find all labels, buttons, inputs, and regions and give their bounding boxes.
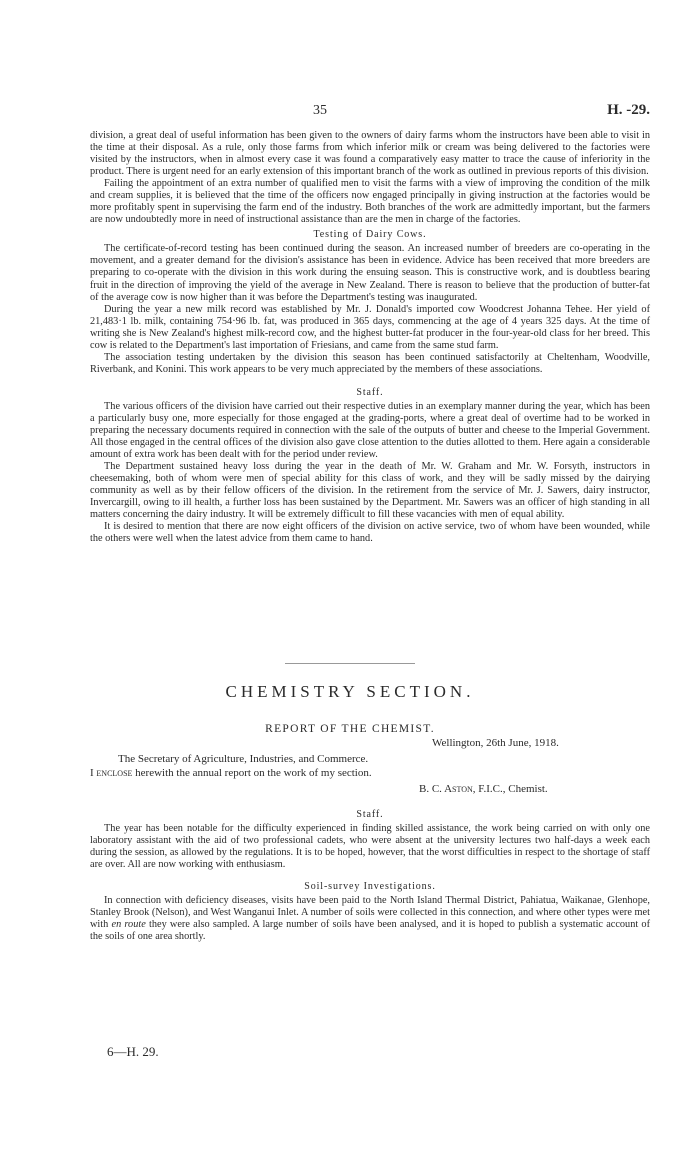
paragraph-chemistry-staff: The year has been notable for the difficulty experienced in finding skilled assistance, the work being carried on with only one laboratory assistant with the aid of two professional cadets, who were absent at the university lectures two half-days a week each during the session, as allowed by the regulations. It is to be hoped, however, that the worst difficulties in respect to the shortage of staff are over. All are now working with enthusiasm. — [90, 823, 650, 871]
soil-text-italic: en route — [111, 919, 146, 931]
section-divider — [285, 663, 415, 664]
soil-text-start: In connection with deficiency diseases, visits have been paid to the North Island Thermal District, Pahiatua, Waikanae, Glenhope, Stanley Brook (Nelson), and West Wanganui Inlet. A number of soils were collected in this connection, and where other types were met with — [90, 895, 650, 931]
footer-signature-mark: 6—H. 29. — [107, 1044, 159, 1059]
soil-text-end: they were also sampled. A large number of soils have been analysed, and it is hoped to publish a systematic account of the soils of one area shortly. — [90, 919, 650, 943]
paragraph-certificate-testing: The certificate-of-record testing has been continued during the season. An increased number of breeders are co-operating in the movement, and a greater demand for the division's assistance has been in evidence. Advice has been received that more breeders are preparing to co-operate with the division in this work during the ensuing season. This is constructive work, and is doubtless bearing fruit in the direction of improving the yield of the average in New Zealand. There is reason to believe that the production of butter-fat of the average cow is now higher than it was before the Department's testing was inaugurated. — [90, 243, 650, 303]
paragraph-department-loss: The Department sustained heavy loss during the year in the death of Mr. W. Graham and Mr. W. Forsyth, instructors in cheesemaking, both of whom were men of special ability for this class of work, and they will be sadly missed by the dairying community as well as by their fellow officers of the division. In the retirement from the service of Mr. J. Sawers, dairy instructor, Invercargill, owing to ill health, a further loss has been sustained by the Department. Mr. Sawers was an officer of high standing in all matters concerning the dairy industry. It will be extremely difficult to fill these vacancies with men of equal ability. — [90, 461, 650, 521]
paragraph-association-testing: The association testing undertaken by the division this season has been continued satisfactorily at Cheltenham, Woodville, Riverbank, and Konini. This work appears to be very much appreciated by the members of these associations. — [90, 351, 650, 375]
signature-title: F.I.C., Chemist. — [475, 783, 548, 795]
chemistry-section-text — [90, 806, 650, 943]
paragraph-extra-officers: Failing the appointment of an extra number of qualified men to visit the farms with a view of improving the condition of the milk and cream supplies, it is believed that the time of the officers now engaged principally in giving instruction at the factories would be more profitably spent in supervising the farm end of the industry. Both branches of the work are admittedly important, but the farmers are now undoubtedly more in need of instructional assistance than are the men in charge of the factories. — [90, 178, 650, 226]
heading-chemistry-staff: Staff. — [356, 809, 384, 820]
heading-testing-dairy-cows: Testing of Dairy Cows. — [313, 229, 427, 241]
paragraph-dairy-instruction: division, a great deal of useful information has been given to the owners of dairy farms whom the instructors have been able to visit in the time at their disposal. As a rule, only those farms from which inferior milk or cream was being delivered to the factories were visited by the instructors, when in almost every case it was found a comparatively easy matter to trace the cause of inferiority in the product. There is urgent need for an early extension of this important branch of the work as outlined in previous reports of this division. — [90, 130, 650, 178]
page-number: 35 — [313, 103, 327, 118]
heading-soil-survey: Soil-survey Investigations. — [304, 881, 436, 893]
signature-name: B. C. Aston, — [419, 783, 476, 795]
enclosure-text: herewith the annual report on the work of my section. — [132, 767, 372, 779]
chemist-signature — [419, 783, 548, 795]
heading-staff: Staff. — [356, 386, 384, 398]
report-date: Wellington, 26th June, 1918. — [432, 737, 559, 749]
section-title: CHEMISTRY SECTION. — [225, 682, 475, 701]
document-reference: H. -29. — [607, 102, 650, 118]
paragraph-soil-survey — [90, 895, 650, 943]
paragraph-milk-record: During the year a new milk record was established by Mr. J. Donald's imported cow Woodcrest Johanna Tehee. Her yield of 21,483·1 lb. milk, containing 754·96 lb. fat, was produced in 365 days, commencing at the age of 4 years 325 days. At the time of writing she is New Zealand's highest milk-record cow, and the highest butter-fat producer in the four-year-old class for her breed. This cow is related to the Department's last importation of Friesians, and came from the same stud farm. — [90, 303, 650, 351]
enclosure-line — [90, 767, 372, 779]
report-title: REPORT OF THE CHEMIST. — [265, 723, 435, 735]
paragraph-officers-duties: The various officers of the division have carried out their respective duties in an exemplary manner during the year, which has been a particularly busy one, more especially for those engaged at the grading-ports, where a great deal of overtime had to be worked in preparing the necessary documents required in connection with the sale of the outputs of butter and cheese to the Imperial Government. All those engaged in the central offices of the division also gave close attention to the duties allotted to them. Here again a considerable amount of extra work has been dealt with for the period under review. — [90, 400, 650, 461]
dairy-division-text — [90, 130, 650, 545]
addressee: The Secretary of Agriculture, Industries, and Commerce. — [118, 753, 369, 765]
paragraph-active-service: It is desired to mention that there are now eight officers of the division on active service, two of whom have been wounded, while the others were well when the latest advice from them came to hand. — [90, 521, 650, 545]
enclosure-lead: I enclose — [90, 767, 133, 779]
